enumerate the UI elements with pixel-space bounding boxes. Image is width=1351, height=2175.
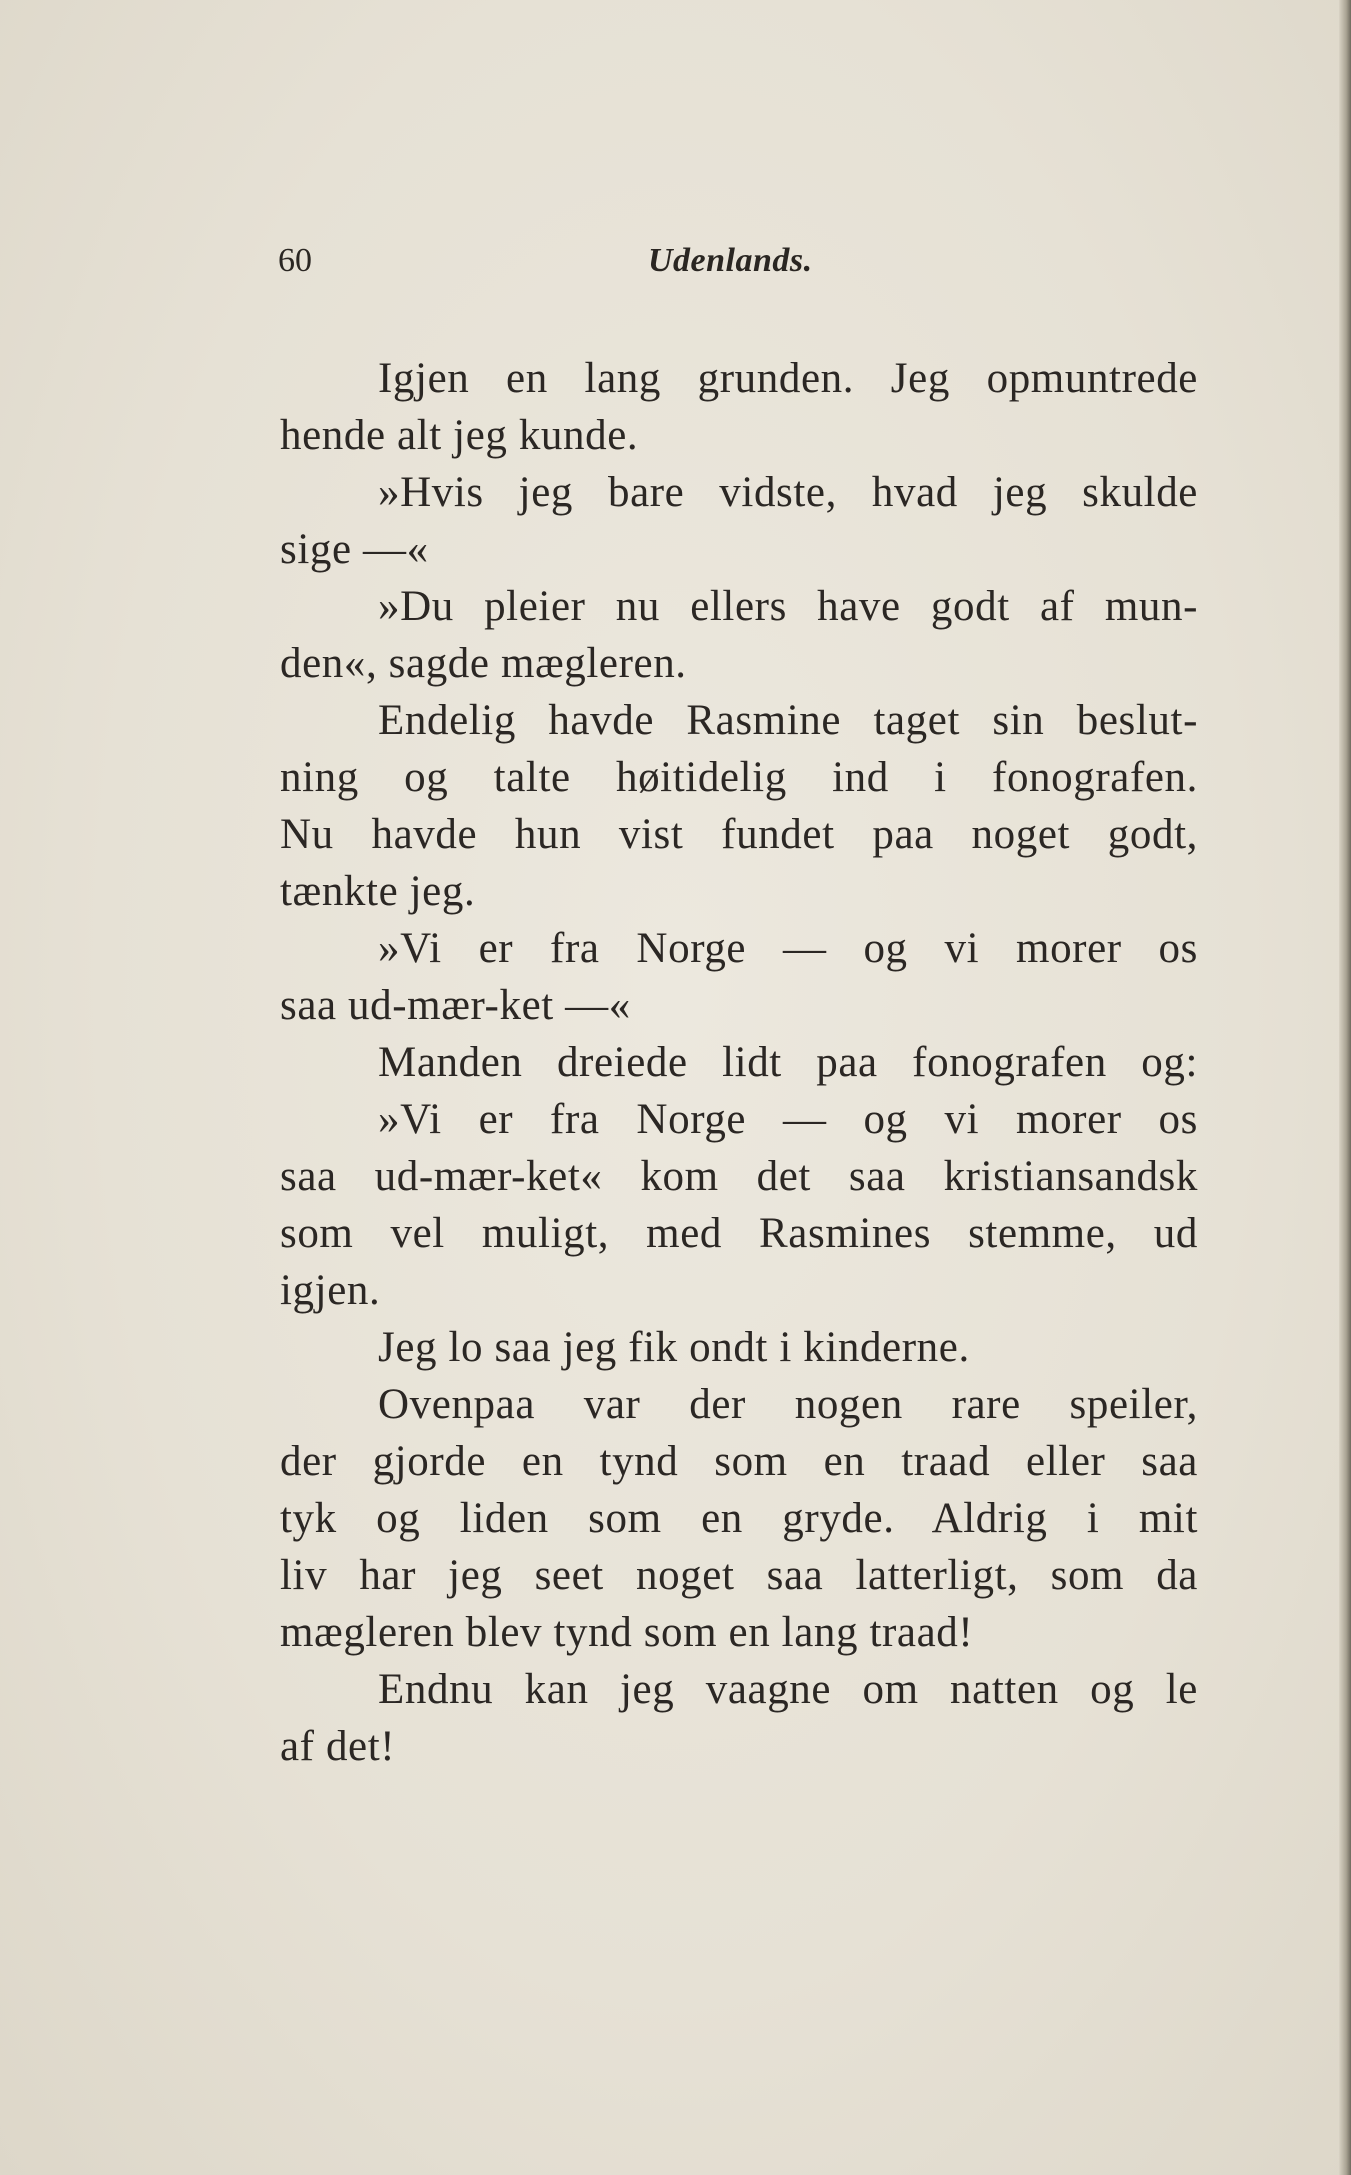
text-line: af det! [280,1723,396,1770]
text-line: tænkte jeg. [280,868,476,915]
text-line: Manden dreiede lidt paa fonografen og: [378,1039,1198,1086]
text-line: Ovenpaa var der nogen rare speiler, [378,1381,1198,1428]
page-edge-shadow [1339,0,1351,2175]
text-line: der gjorde en tynd som en traad eller saa [280,1438,1198,1485]
text-line: ning og talte høitidelig ind i fonografen. [280,754,1198,801]
text-line: Nu havde hun vist fundet paa noget godt, [280,811,1198,858]
text-line: tyk og liden som en gryde. Aldrig i mit [280,1495,1198,1542]
text-line: »Du pleier nu ellers have godt af mun- [378,583,1198,630]
text-line: »Vi er fra Norge — og vi morer os [378,1096,1198,1143]
text-line: saa ud-mær-ket« kom det saa kristiansandsk [280,1153,1198,1200]
text-line: mægleren blev tynd som en lang traad! [280,1609,974,1656]
text-line: sige —« [280,526,429,573]
text-line: Endnu kan jeg vaagne om natten og le [378,1666,1198,1713]
running-title: Udenlands. [648,242,813,279]
text-line: saa ud-mær-ket —« [280,982,631,1029]
text-line: Igjen en lang grunden. Jeg opmuntrede [378,355,1198,402]
text-line: den«, sagde mægleren. [280,640,687,687]
text-line: igjen. [280,1267,381,1314]
body-text [280,350,1198,1775]
text-line: »Vi er fra Norge — og vi morer os [378,925,1198,972]
text-line: Jeg lo saa jeg fik ondt i kinderne. [378,1324,970,1371]
page-header [278,242,1198,292]
text-line: hende alt jeg kunde. [280,412,639,459]
text-line: »Hvis jeg bare vidste, hvad jeg skulde [378,469,1198,516]
text-line: Endelig havde Rasmine taget sin beslut- [378,697,1198,744]
text-line: som vel muligt, med Rasmines stemme, ud [280,1210,1198,1257]
page-number: 60 [278,242,312,279]
text-line: liv har jeg seet noget saa latterligt, som da [280,1552,1198,1599]
